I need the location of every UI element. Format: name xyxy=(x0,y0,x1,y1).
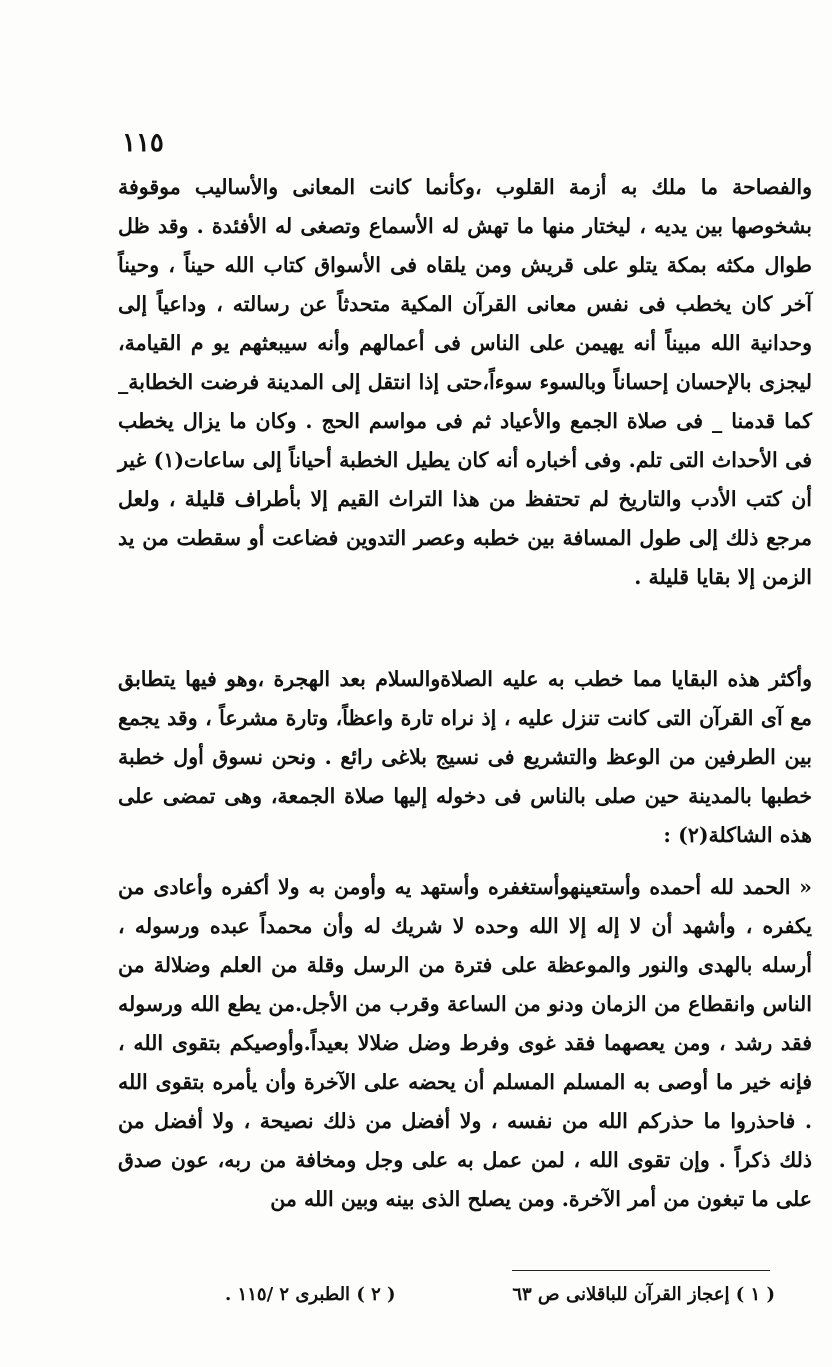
paragraph-text: « الحمد لله أحمده وأستعينهوأستغفره وأستهد يه وأومن به ولا أكفره وأعادى من يكفره ، وأشهد أن لا إله إلا الله وحده لا شريك له وأن محمداً عبده ورسوله ، أرسله بالهدى والنور والموعظة على فترة من الرسل وقلة من العلم وضلالة من الناس وانقطاع من الزمان ودنو من الساعة وقرب من الأجل.من يطع الله ورسوله فقد رشد ، ومن يعصهما فقد غوى وفرط وضل ضلالا بعيداً.وأوصيكم بتقوى الله ، فإنه خير ما أوصى به المسلم المسلم أن يحضه على الآخرة وأن يأمره بتقوى الله . فاحذروا ما حذركم الله من نفسه ، ولا أفضل من ذلك نصيحة ، ولا أفضل من ذلك ذكراً . وإن تقوى الله ، لمن عمل به على وجل ومخافة من ربه، عون صدق على ما تبغون من أمر الآخرة. ومن يصلح الذى بينه وبين الله من xyxy=(118,875,812,1211)
paragraph-1 xyxy=(118,168,812,597)
paragraph-text: والفصاحة ما ملك به أزمة القلوب ،وكأنما كانت المعانى والأساليب موقوفة بشخوصها بين يديه ، ليختار منها ما تهش له الأسماع وتصغى له الأفئدة . وقد ظل طوال مكثه بمكة يتلو على قريش ومن يلقاه فى الأسواق كتاب الله حيناً ، وحيناً آخر كان يخطب فى نفس معانى القرآن المكية متحدثاً عن رسالته ، وداعياً إلى وحدانية الله مبيناً أنه يهيمن على الناس فى أعمالهم وأنه سيبعثهم يو م القيامة، ليجزى بالإحسان إحساناً وبالسوء سوءاً،حتى إذا انتقل إلى المدينة فرضت الخطابة_ كما قدمنا _ فى صلاة الجمع والأعياد ثم فى مواسم الحج . وكان ما يزال يخطب فى الأحداث التى تلم. وفى أخباره أنه كان يطيل الخطبة أحياناً إلى ساعات(١) غير أن كتب الأدب والتاريخ لم تحتفظ من هذا التراث القيم إلا بأطراف قليلة ، ولعل مرجع ذلك إلى طول المسافة بين خطبه وعصر التدوين فضاعت أو سقطت من يد الزمن إلا بقايا قليلة . xyxy=(118,175,812,589)
footnotes xyxy=(225,1284,775,1305)
footnote-divider xyxy=(512,1270,770,1271)
sermon-quote xyxy=(118,868,812,1219)
page-number: ١١٥ xyxy=(122,128,164,158)
paragraph-2 xyxy=(118,660,812,855)
paragraph-text: وأكثر هذه البقايا مما خطب به عليه الصلاةوالسلام بعد الهجرة ،وهو فيها يتطابق مع آى القرآن التى كانت تنزل عليه ، إذ نراه تارة واعظاً، وتارة مشرعاً ، وقد يجمع بين الطرفين من الوعظ والتشريع فى نسيج بلاغى رائع . ونحن نسوق أول خطبة خطبها بالمدينة حين صلى بالناس فى دخوله إليها صلاة الجمعة، وهى تمضى على هذه الشاكلة(٢) : xyxy=(118,667,812,847)
footnote-2: ( ٢ ) الطبرى ٢ /١١٥ . xyxy=(225,1284,396,1305)
footnote-1: ( ١ ) إعجاز القرآن للباقلانى ص ٦٣ xyxy=(512,1284,775,1305)
